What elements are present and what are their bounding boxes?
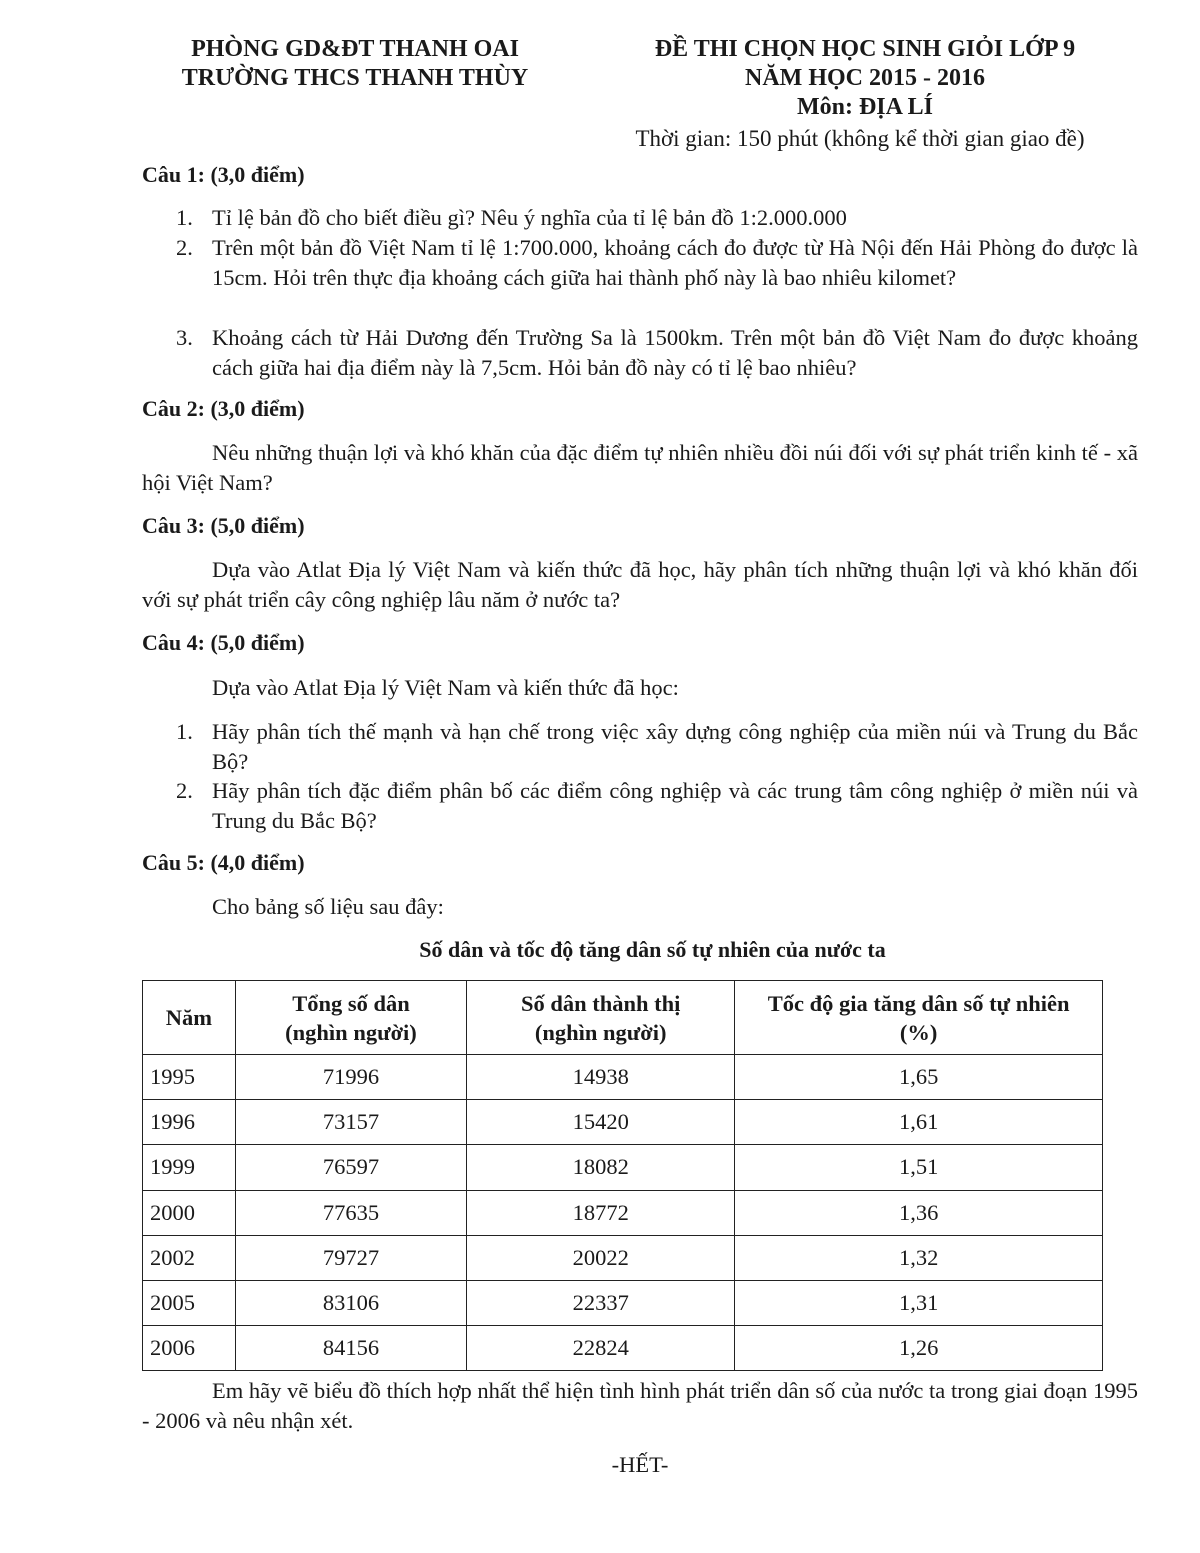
- column-header-year: [143, 981, 236, 1055]
- header-label: Tốc độ gia tăng dân số tự nhiên: [767, 990, 1070, 1016]
- item-text: Trên một bản đồ Việt Nam tỉ lệ 1:700.000, khoảng cách đo được từ Hà Nội đến Hải Phòng đo được là 15cm. Hỏi trên thực địa khoảng cách giữa hai thành phố này là bao nhiêu kilomet?: [212, 235, 1138, 290]
- cell-total-population: 84156: [235, 1326, 466, 1371]
- table-row: [143, 1326, 1103, 1371]
- question-1-item-3: [142, 323, 1138, 383]
- cell-urban-population: 22824: [467, 1326, 735, 1371]
- table-title: Số dân và tốc độ tăng dân số tự nhiên của nước ta: [419, 937, 886, 962]
- table-row: [143, 1280, 1103, 1325]
- exam-time: Thời gian: 150 phút (không kể thời gian giao đề): [635, 126, 1085, 151]
- cell-year: 2002: [143, 1235, 236, 1280]
- cell-urban-population: 14938: [467, 1055, 735, 1100]
- column-header-total-population: [235, 981, 466, 1055]
- cell-growth-rate: 1,51: [735, 1145, 1103, 1190]
- cell-total-population: 73157: [235, 1100, 466, 1145]
- table-row: [143, 1235, 1103, 1280]
- table-row: [143, 1190, 1103, 1235]
- item-number: 1.: [176, 205, 193, 230]
- header-unit: (%): [899, 1019, 938, 1045]
- question-3-text: Dựa vào Atlat Địa lý Việt Nam và kiến thức đã học, hãy phân tích những thuận lợi và khó khăn đối với sự phát triển cây công nghiệp lâu năm ở nước ta?: [142, 557, 1138, 612]
- cell-urban-population: 20022: [467, 1235, 735, 1280]
- question-1-item-1: [142, 203, 1138, 233]
- question-4-intro: Dựa vào Atlat Địa lý Việt Nam và kiến thức đã học:: [212, 675, 679, 700]
- cell-growth-rate: 1,61: [735, 1100, 1103, 1145]
- question-3-title: Câu 3: (5,0 điểm): [142, 513, 305, 538]
- table-row: [143, 1145, 1103, 1190]
- end-marker: -HẾT-: [611, 1452, 669, 1477]
- cell-total-population: 79727: [235, 1235, 466, 1280]
- header-unit: (nghìn người): [534, 1019, 667, 1045]
- cell-urban-population: 22337: [467, 1280, 735, 1325]
- department-name: PHÒNG GD&ĐT THANH OAI: [191, 36, 519, 62]
- table-row: [143, 1100, 1103, 1145]
- cell-total-population: 76597: [235, 1145, 466, 1190]
- exam-title: ĐỀ THI CHỌN HỌC SINH GIỎI LỚP 9: [654, 36, 1076, 62]
- cell-year: 2006: [143, 1326, 236, 1371]
- cell-growth-rate: 1,31: [735, 1280, 1103, 1325]
- subject: Môn: ĐỊA LÍ: [796, 94, 934, 120]
- column-header-growth-rate: [735, 981, 1103, 1055]
- question-4-item-1: [142, 717, 1138, 777]
- school-name: TRƯỜNG THCS THANH THÙY: [181, 65, 529, 91]
- population-table: [142, 980, 1103, 1371]
- question-5-title: Câu 5: (4,0 điểm): [142, 850, 305, 875]
- cell-year: 2000: [143, 1190, 236, 1235]
- cell-growth-rate: 1,36: [735, 1190, 1103, 1235]
- school-header: [120, 35, 590, 93]
- question-4-title: Câu 4: (5,0 điểm): [142, 630, 305, 655]
- header-label: Tổng số dân: [292, 990, 410, 1016]
- cell-year: 2005: [143, 1280, 236, 1325]
- item-number: 2.: [176, 778, 193, 803]
- cell-total-population: 71996: [235, 1055, 466, 1100]
- item-number: 2.: [176, 235, 193, 260]
- cell-growth-rate: 1,32: [735, 1235, 1103, 1280]
- question-1-title: Câu 1: (3,0 điểm): [142, 162, 305, 187]
- header-label: Năm: [165, 1005, 213, 1030]
- school-year: NĂM HỌC 2015 - 2016: [745, 65, 985, 91]
- header-label: Số dân thành thị: [520, 990, 681, 1016]
- column-header-urban-population: [467, 981, 735, 1055]
- question-1-item-2: [142, 233, 1138, 293]
- cell-urban-population: 15420: [467, 1100, 735, 1145]
- item-text: Hãy phân tích đặc điểm phân bố các điểm công nghiệp và các trung tâm công nghiệp ở miền núi và Trung du Bắc Bộ?: [212, 778, 1138, 833]
- question-5-intro: Cho bảng số liệu sau đây:: [212, 894, 444, 919]
- item-text: Khoảng cách từ Hải Dương đến Trường Sa là 1500km. Trên một bản đồ Việt Nam đo được khoảng cách giữa hai địa điểm này là 7,5cm. Hỏi bản đồ này có tỉ lệ bao nhiêu?: [212, 325, 1138, 380]
- header-unit: (nghìn người): [285, 1019, 417, 1045]
- question-4-item-2: [142, 776, 1138, 836]
- exam-header: [600, 35, 1130, 122]
- cell-growth-rate: 1,26: [735, 1326, 1103, 1371]
- item-text: Tỉ lệ bản đồ cho biết điều gì? Nêu ý nghĩa của tỉ lệ bản đồ 1:2.000.000: [212, 205, 847, 230]
- cell-urban-population: 18082: [467, 1145, 735, 1190]
- cell-year: 1999: [143, 1145, 236, 1190]
- item-number: 3.: [176, 325, 193, 350]
- cell-growth-rate: 1,65: [735, 1055, 1103, 1100]
- question-5-task: Em hãy vẽ biểu đồ thích hợp nhất thể hiện tình hình phát triển dân số của nước ta trong giai đoạn 1995 - 2006 và nêu nhận xét.: [142, 1378, 1138, 1433]
- item-number: 1.: [176, 719, 193, 744]
- table-header-row: [143, 981, 1103, 1055]
- cell-urban-population: 18772: [467, 1190, 735, 1235]
- question-2-text: Nêu những thuận lợi và khó khăn của đặc điểm tự nhiên nhiều đồi núi đối với sự phát triển kinh tế - xã hội Việt Nam?: [142, 440, 1138, 495]
- cell-year: 1995: [143, 1055, 236, 1100]
- question-2-title: Câu 2: (3,0 điểm): [142, 396, 305, 421]
- item-text: Hãy phân tích thế mạnh và hạn chế trong việc xây dựng công nghiệp của miền núi và Trung du Bắc Bộ?: [212, 719, 1138, 774]
- cell-total-population: 83106: [235, 1280, 466, 1325]
- cell-year: 1996: [143, 1100, 236, 1145]
- table-row: [143, 1055, 1103, 1100]
- cell-total-population: 77635: [235, 1190, 466, 1235]
